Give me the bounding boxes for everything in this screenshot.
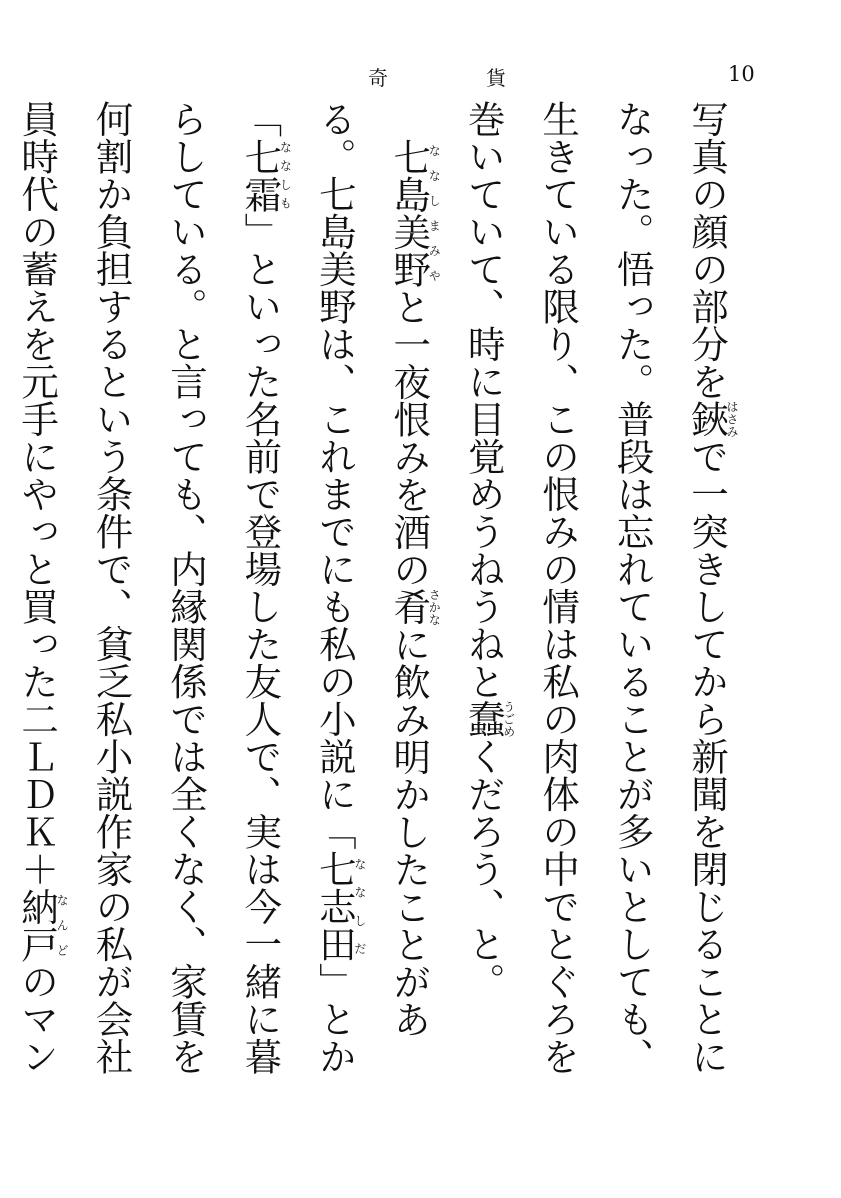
ruby-base: 納戸 — [15, 887, 60, 963]
ruby-base: 鋏 — [685, 400, 729, 438]
running-head — [368, 62, 508, 91]
paragraph — [0, 100, 446, 1100]
furigana: さかな — [427, 587, 442, 625]
text-run: に飲み明かしたことがある。七島美野は、これまでにも私の小説に「 — [312, 100, 432, 1038]
furigana: なんど — [55, 887, 70, 963]
running-head-title-first: 奇 — [368, 66, 390, 90]
text-run: 」といった名前で登場した友人で、実は今一緒に暮らしている。と言っても、内縁関係では全くなく、家賃を何割か負担するという条件で、貧乏私小説作家の私が会社員時代の蓄えを元手にやっと買った二ＬＤＫ＋ — [15, 100, 283, 1075]
page-number: 10 — [728, 62, 755, 86]
text-run: で一突きしてから新聞を閉じることになった。悟った。普段は忘れていることが多いとしても、生きている限り、この恨みの情は私の肉体の中でとぐろを巻いていて、時に目覚めうねうねと — [461, 100, 729, 1075]
furigana: ななしも — [278, 137, 293, 213]
text-run: のマン — [15, 962, 60, 1075]
text-run: 写真の顔の部分を — [685, 100, 729, 400]
text-run: くだろう、と。 — [461, 737, 506, 1000]
ruby-base: 蠢 — [461, 700, 506, 738]
running-head-title-second: 貨 — [486, 66, 508, 90]
ruby-word — [387, 137, 442, 288]
ruby-base: 肴 — [387, 587, 432, 625]
furigana: ななしまみや — [427, 137, 442, 288]
vertical-body-text — [15, 100, 744, 1100]
ruby-word — [15, 887, 70, 963]
ruby-base: 七島美野 — [387, 137, 432, 288]
text-run: 」とか「 — [238, 100, 357, 1075]
ruby-base: 七志田 — [312, 850, 357, 963]
ruby-word — [461, 700, 516, 738]
paragraph — [446, 100, 744, 1100]
furigana: ななしだ — [352, 850, 367, 963]
furigana: はさみ — [725, 400, 739, 438]
text-run: と一夜恨みを酒の — [387, 287, 432, 588]
ruby-word — [387, 587, 442, 626]
ruby-word — [685, 400, 739, 438]
ruby-word — [238, 137, 293, 213]
ruby-word — [312, 850, 367, 963]
ruby-base: 七霜 — [238, 137, 283, 213]
furigana: うごめ — [501, 700, 516, 738]
